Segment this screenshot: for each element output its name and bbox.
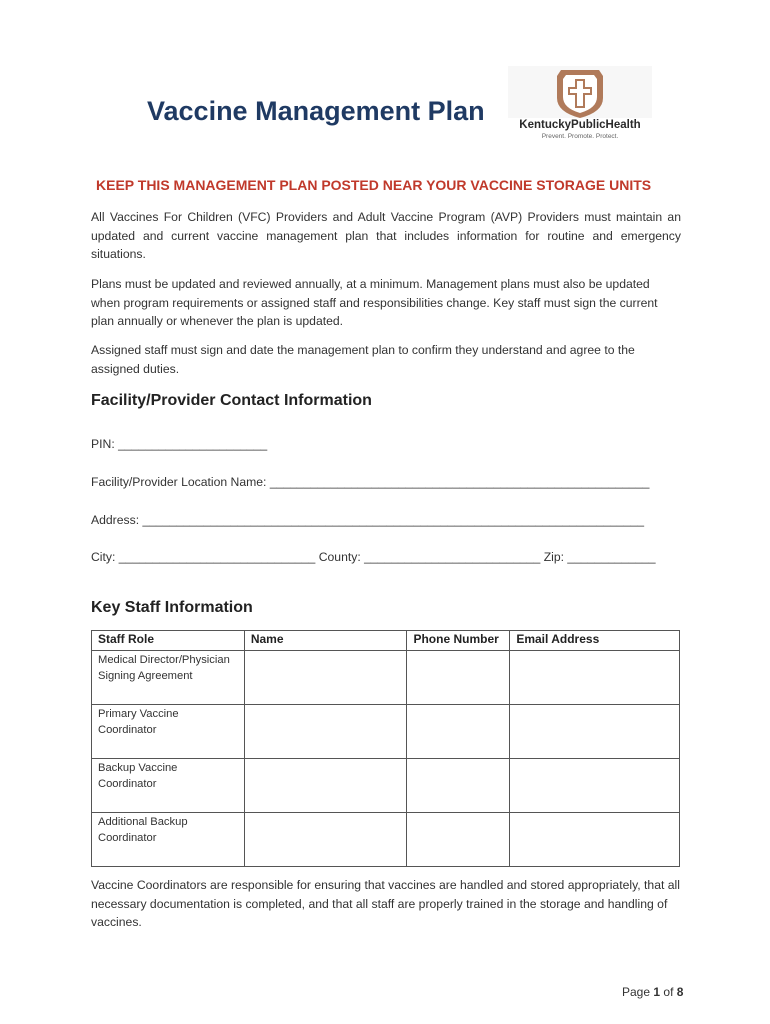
- email-cell[interactable]: [510, 651, 680, 705]
- column-header-phone: Phone Number: [407, 631, 510, 651]
- column-header-staff-role: Staff Role: [92, 631, 245, 651]
- role-line: Medical Director/Physician: [98, 654, 230, 666]
- page-total: 8: [676, 985, 684, 999]
- phone-cell[interactable]: [407, 759, 510, 813]
- county-field[interactable]: County: __________________________: [318, 550, 541, 564]
- logo-tagline: Prevent. Promote. Protect.: [541, 133, 619, 140]
- address-field[interactable]: Address: __________________________________________________________________________: [91, 513, 645, 527]
- email-cell[interactable]: [510, 813, 680, 867]
- key-staff-heading: Key Staff Information: [91, 599, 253, 616]
- intro-paragraph-3: Assigned staff must sign and date the management plan to confirm they understand and agree to the assigned duties.: [91, 343, 635, 376]
- staff-role-cell: [92, 705, 245, 759]
- role-line: Signing Agreement: [98, 669, 193, 682]
- key-staff-table: [91, 630, 680, 867]
- intro-paragraph-2: Plans must be updated and reviewed annually, at a minimum. Management plans must also be updated when program requirements or assigned staff and responsibilities change. Key staff must sign the current plan annually or whenever the plan is updated.: [91, 277, 658, 328]
- name-cell[interactable]: [244, 813, 407, 867]
- page-word: Page: [622, 985, 651, 999]
- role-line: Coordinator: [98, 831, 157, 844]
- role-line: Backup Vaccine: [98, 762, 178, 774]
- phone-cell[interactable]: [407, 705, 510, 759]
- role-line: Coordinator: [98, 723, 157, 736]
- closing-paragraph: Vaccine Coordinators are responsible for ensuring that vaccines are handled and stored appropriately, that all necessary documentation is completed, and that all staff are properly trained in the storage and handling of vaccines.: [91, 878, 680, 929]
- table-row: [92, 651, 680, 705]
- posting-notice: KEEP THIS MANAGEMENT PLAN POSTED NEAR YOUR VACCINE STORAGE UNITS: [96, 177, 652, 193]
- name-cell[interactable]: [244, 759, 407, 813]
- name-cell[interactable]: [244, 651, 407, 705]
- table-row: [92, 813, 680, 867]
- staff-role-cell: [92, 813, 245, 867]
- staff-role-cell: [92, 759, 245, 813]
- pin-field[interactable]: PIN: ______________________: [91, 437, 268, 451]
- role-line: Additional Backup: [98, 816, 188, 828]
- role-line: Coordinator: [98, 777, 157, 790]
- email-cell[interactable]: [510, 705, 680, 759]
- city-county-zip-row: [91, 550, 656, 564]
- staff-role-cell: [92, 651, 245, 705]
- document-title: Vaccine Management Plan: [147, 96, 485, 126]
- email-cell[interactable]: [510, 759, 680, 813]
- page-current: 1: [653, 985, 661, 999]
- table-header-row: [92, 631, 680, 651]
- column-header-name: Name: [244, 631, 407, 651]
- logo-brand-text: KentuckyPublicHealth: [519, 119, 641, 131]
- phone-cell[interactable]: [407, 813, 510, 867]
- location-name-field[interactable]: Facility/Provider Location Name: ________________________________________________________: [91, 475, 650, 489]
- phone-cell[interactable]: [407, 651, 510, 705]
- page-number: [622, 985, 683, 999]
- column-header-email: Email Address: [510, 631, 680, 651]
- role-line: Primary Vaccine: [98, 708, 179, 720]
- shield-cross-icon: [505, 64, 655, 120]
- page-of: of: [663, 985, 674, 999]
- table-row: [92, 705, 680, 759]
- facility-section-heading: Facility/Provider Contact Information: [91, 392, 372, 409]
- city-field[interactable]: City: _____________________________: [91, 550, 316, 564]
- table-row: [92, 759, 680, 813]
- intro-paragraph-1: All Vaccines For Children (VFC) Providers and Adult Vaccine Program (AVP) Providers must maintain an updated and current vaccine management plan that includes information for routine and emergency situations.: [91, 210, 681, 261]
- zip-field[interactable]: Zip: _____________: [543, 550, 656, 564]
- name-cell[interactable]: [244, 705, 407, 759]
- kentucky-public-health-logo: [505, 64, 655, 144]
